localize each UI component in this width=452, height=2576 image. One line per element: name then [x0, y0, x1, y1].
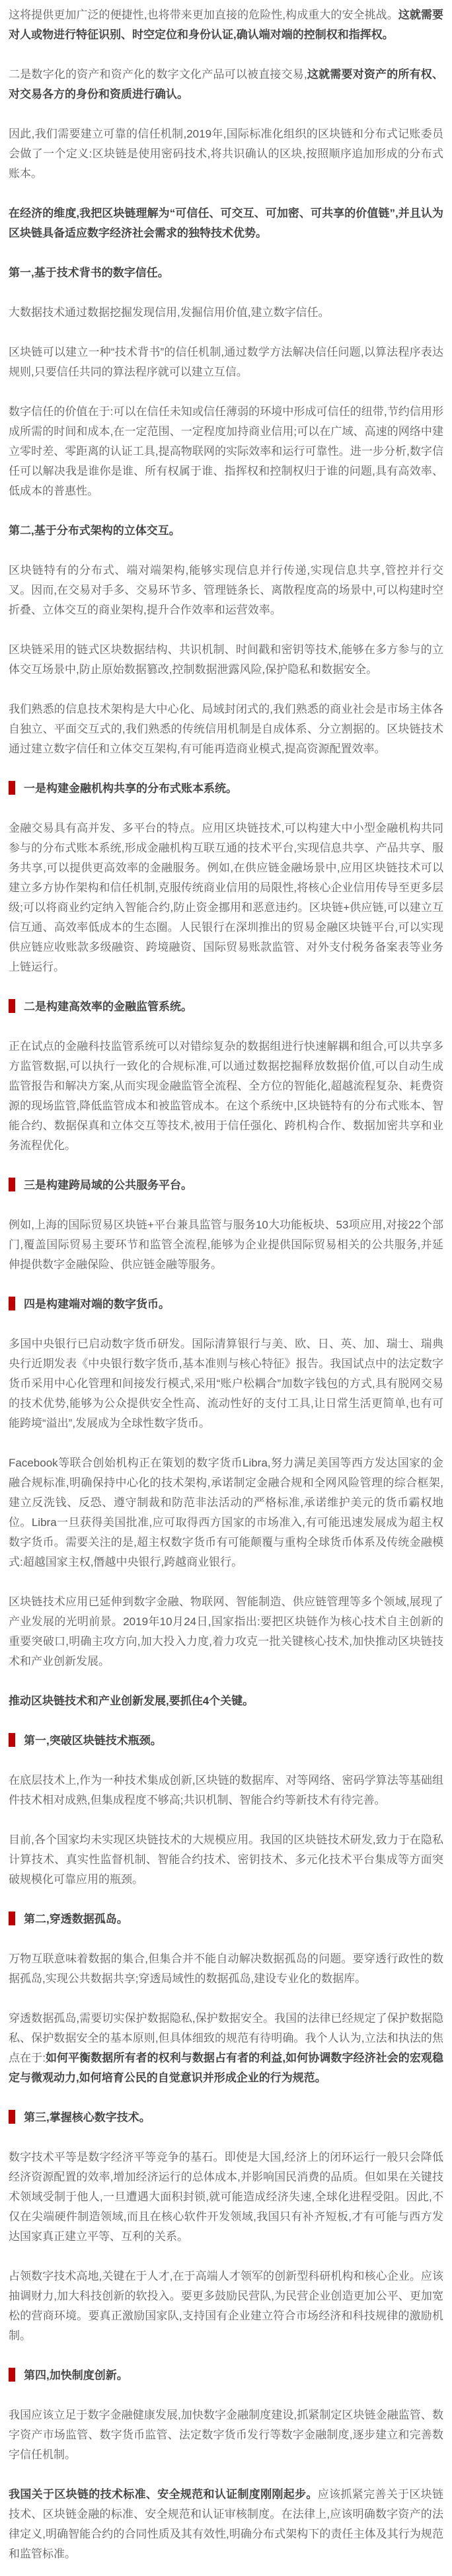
red-bar-icon: [9, 2368, 15, 2382]
text-run: 万物互联意味着数据的集合,但集合并不能自动解决数据孤岛的问题。要穿透行政性的数据孤岛,实现公共数据共享;穿透局域性的数据孤岛,建设专业化的数据库。: [9, 1952, 443, 1985]
section-heading: [9, 1176, 443, 1195]
paragraph: [9, 1771, 443, 1810]
red-bar-icon: [9, 781, 15, 795]
paragraph: [9, 521, 443, 541]
paragraph: [9, 1037, 443, 1156]
text-run: 区块链可以建立一种“技术背书”的信任机制,通过数学方法解决信任问题,以算法程序表达规则,只要信任共同的算法程序就可以建立互信。: [9, 346, 443, 378]
section-heading-text: 四是构建端对端的数字货币。: [24, 1298, 170, 1310]
bold-text-run: 第一,基于技术背书的数字信任。: [9, 266, 169, 279]
paragraph: [9, 700, 443, 759]
text-run: 二是数字化的资产和资产化的数字文化产品可以被直接交易,: [9, 68, 307, 81]
red-bar-icon: [9, 1912, 15, 1925]
section-heading-text: 第四,加快制度创新。: [24, 2369, 128, 2382]
section-heading-text: 第三,掌握核心数字技术。: [24, 2111, 151, 2124]
text-run: 大数据技术通过数据挖掘发现信用,发掘信用价值,建立数字信任。: [9, 306, 330, 319]
bold-text-run: 第二,基于分布式架构的立体交互。: [9, 524, 180, 537]
paragraph: [9, 204, 443, 243]
paragraph: [9, 1949, 443, 1989]
section-heading-text: 一是构建金融机构共享的分布式账本系统。: [24, 782, 237, 795]
paragraph: [9, 2148, 443, 2247]
paragraph: [9, 65, 443, 104]
paragraph: [9, 1334, 443, 1433]
paragraph: [9, 1592, 443, 1671]
text-run: 金融交易具有高并发、多平台的特点。应用区块链技术,可以构建大中小型金融机构共同参与的分布式账本系统,形成金融机构互联互通的技术平台,实现信息共享、产品共享、服务共享,可以提供更高效率的金融服务。例如,在供应链金融场景中,应用区块链技术可以建立多方协作架构和信任机制,克服传统商业信用的局限性,将核心企业信用传导至更多层级;可以将商业约定纳入智能合约,防止资金挪用和恶意违约。区块链+供应链,可以建立互信互通、高效率低成本的生态圈。人民银行在深圳推出的贸易金融区块链平台,可以实现供应链应收账款多级融资、跨境融资、国际贸易账款监管、对外支付税务备案表等业务上链运行。: [9, 822, 443, 973]
red-bar-icon: [9, 2110, 15, 2124]
section-heading: [9, 1295, 443, 1314]
paragraph: [9, 819, 443, 977]
text-run: 区块链采用的链式区块数据结构、共识机制、时间戳和密钥等技术,能够在多方参与的立体交互场景中,防止原始数据篡改,控制数据泄露风险,保护隐私和数据安全。: [9, 643, 443, 676]
red-bar-icon: [9, 1733, 15, 1747]
bold-text-run: 这就需要对人或物进行特征识别、时空定位和身份认证,确认端对端的控制权和指挥权。: [9, 9, 443, 41]
section-heading-text: 第一,突破区块链技术瓶颈。: [24, 1734, 162, 1747]
text-run: 我们熟悉的信息技术架构是大中心化、局域封闭式的,我们熟悉的商业社会是市场主体各自独立、平面交互式的,我们熟悉的传统信用机制是自成体系、分立割据的。区块链技术通过建立数字信任和立体交互架构,有可能再造商业模式,提高资源配置效率。: [9, 703, 443, 755]
paragraph: [9, 263, 443, 283]
paragraph: [9, 2009, 443, 2088]
text-run: 目前,各个国家均未实现区块链技术的大规模应用。我国的区块链技术研发,致力于在隐私计算技术、真实性监督机制、智能合约技术、密钥技术、多元化技术平台集成等方面突破规模化可靠应用的瓶颈。: [9, 1833, 443, 1886]
paragraph: [9, 2405, 443, 2465]
red-bar-icon: [9, 1178, 15, 1191]
section-heading-text: 第二,穿透数据孤岛。: [24, 1913, 128, 1925]
red-bar-icon: [9, 1297, 15, 1310]
section-heading: [9, 997, 443, 1017]
text-run: 区块链特有的分布式、端对端架构,能够实现信息并行传递,实现信息共享,管控并行交叉。因而,在交易对手多、交易环节多、管理链条长、离散程度高的场景中,可以构建时空折叠、立体交互的商业架构,提升合作效率和运营效率。: [9, 564, 443, 616]
section-heading: [9, 2108, 443, 2128]
text-run: 因此,我们需要建立可靠的信任机制,2019年,国际标准化组织的区块链和分布式记账委员会做了一个定义:区块链是使用密码技术,将共识确认的区块,按照顺序追加形成的分布式账本。: [9, 128, 443, 180]
text-run: 我国应该立足于数字金融健康发展,加快数字金融制度建设,抓紧制定区块链金融监管、数字资产市场监管、数字货币监管、法定数字货币发行等数字金融制度,逐步建立和完善数字信任机制。: [9, 2409, 443, 2461]
paragraph: [9, 561, 443, 620]
section-heading: [9, 2366, 443, 2386]
paragraph: [9, 124, 443, 184]
bold-text-run: 如何平衡数据所有者的权利与数据占有者的利益,如何协调数字经济社会的宏观稳定与微观动力,如何培育公民的自觉意识并形成企业的行为规范。: [9, 2052, 443, 2084]
bold-text-run: 我国关于区块链的技术标准、安全规范和认证制度刚刚起步。: [9, 2488, 318, 2501]
section-heading-text: 三是构建跨局域的公共服务平台。: [24, 1179, 192, 1191]
text-run: 数字信任的价值在于:可以在信任未知或信任薄弱的环境中形成可信任的纽带,节约信用形成所需的时间和成本,在一定范围、一定程度加持商业信用;可以在广域、高速的网络中建立零时差、零距离的认证工具,提高物联网的实际效率和运行可靠性。进一步分析,数字信任可以解决我是谁你是谁、所有权属于谁、指挥权和控制权归于谁的问题,具有高效率、低成本的普惠性。: [9, 405, 443, 497]
section-heading: [9, 779, 443, 799]
section-heading: [9, 1910, 443, 1929]
paragraph: [9, 1691, 443, 1711]
text-run: 例如,上海的国际贸易区块链+平台兼具监管与服务10大功能板块、53项应用,对接22个部门,覆盖国际贸易主要环节和监管全流程,能够为企业提供国际贸易相关的公共服务,并延伸提供数字金融保险、供应链金融等服务。: [9, 1219, 443, 1271]
paragraph: [9, 2267, 443, 2346]
text-run: 这将提供更加广泛的便捷性,也将带来更加直接的危险性,构成重大的安全挑战。: [9, 9, 398, 21]
text-run: Facebook等联合创始机构正在策划的数字货币Libra,努力满足美国等西方发达国家的金融合规标准,明确保持中心化的技术架构,承诺制定金融合规和全网风险管理的综合框架,建立反洗钱、反恐、遵守制裁和防范非法活动的严格标准,承诺维护美元的货币霸权地位。Libra一旦获得美国批准,应可取得西方国家的市场准入,有可能迅速发展成为超主权数字货币。需要关注的是,超主权数字货币有可能颠覆与重构全球货币体系及传统金融模式:超越国家主权,僭越中央银行,跨越商业银行。: [9, 1457, 443, 1568]
paragraph: [9, 342, 443, 382]
text-run: 正在试点的金融科技监管系统可以对错综复杂的数据组进行快速解耦和组合,可以共享多方监管数据,可以执行一致化的合规标准,可以通过数据挖掘释放数据价值,可以自动生成监管报告和解决方案,从而实现金融监管全流程、全方位的智能化,超越流程复杂、耗费资源的现场监管,降低监管成本和被监管成本。在这个系统中,区块链特有的分布式账本、智能合约、数据保真和立体交互等技术,被用于信任强化、跨机构合作、数据加密共享和业务流程优化。: [9, 1040, 443, 1152]
paragraph: [9, 1830, 443, 1890]
paragraph: [9, 5, 443, 45]
paragraph: [9, 1453, 443, 1572]
text-run: 穿透数据孤岛,需要切实保护数据隐私,保护数据安全。我国的法律已经规定了保护数据隐私、保护数据安全的基本原则,但具体细致的规范有待明确。我个人认为,立法和执法的焦点在于:: [9, 2012, 443, 2064]
text-run: 在底层技术上,作为一种技术集成创新,区块链的数据库、对等网络、密码学算法等基础组件技术相对成熟,但集成程度不够高;共识机制、智能合约等新技术有待完善。: [9, 1774, 443, 1806]
paragraph: [9, 640, 443, 680]
bold-text-run: 推动区块链技术和产业创新发展,要抓住4个关键。: [9, 1695, 254, 1707]
section-heading-text: 二是构建高效率的金融监管系统。: [24, 1000, 192, 1013]
text-run: 数字技术平等是数字经济平等竞争的基石。即使是大国,经济上的闭环运行一般只会降低经济资源配置的效率,增加经济运行的总体成本,并影响国民消费的品质。但如果在关键技术领域受制于他人,一旦遭遇大面积封锁,就可能造成经济失速,全球化进程受阻。因此,不仅在尖端硬件制造领域,而且在核心软件开发领域,我国只有补齐短板,才有可能与西方发达国家真正建立平等、互利的关系。: [9, 2151, 443, 2243]
paragraph: [9, 303, 443, 323]
text-run: 占领数字技术高地,关键在于人才,在于高端人才领军的创新型科研机构和核心企业。应该抽调财力,加大科技创新的软投入。要更多鼓励民营队,为民营企业创造更加公平、更加宽松的营商环境。要真正激励国家队,支持国有企业建立符合市场经济和科技规律的激励机制。: [9, 2270, 443, 2342]
bold-text-run: 在经济的维度,我把区块链理解为“可信任、可交互、可加密、可共享的价值链”,并且认为区块链具备适应数字经济社会需求的独特技术优势。: [9, 207, 443, 239]
red-bar-icon: [9, 999, 15, 1013]
paragraph: [9, 402, 443, 501]
text-run: 区块链技术应用已延伸到数字金融、物联网、智能制造、供应链管理等多个领域,展现了产业发展的光明前景。2019年10月24日,国家指出:要把区块链作为核心技术自主创新的重要突破口,明确主攻方向,加大投入力度,着力攻克一批关键核心技术,加快推动区块链技术和产业创新发展。: [9, 1595, 443, 1668]
paragraph: [9, 1215, 443, 1275]
paragraph: [9, 2485, 443, 2564]
text-run: 多国中央银行已启动数字货币研发。国际清算银行与美、欧、日、英、加、瑞士、瑞典央行近期发表《中央银行数字货币,基本准则与核心特征》报告。我国试点中的法定数字货币采用中心化管理和间接发行模式,采用“账户松耦合”加数字钱包的方式,具有脱网交易的技术优势,能够为公众提供安全性高、流动性好的支付工具,让日常生活更简单,也有可能跨境“溢出”,发展成为全球性数字货币。: [9, 1338, 443, 1429]
bold-text-run: 这就需要对资产的所有权、对交易各方的身份和资质进行确认。: [9, 68, 443, 101]
section-heading: [9, 1731, 443, 1751]
text-run: 应该抓紧完善关于区块链技术、区块链金融的标准、安全规范和认证审核制度。在法律上,应该明确数字资产的法律定义,明确智能合约的合同性质及其有效性,明确分布式架构下的责任主体及其行为规范和监管标准。: [9, 2488, 444, 2560]
